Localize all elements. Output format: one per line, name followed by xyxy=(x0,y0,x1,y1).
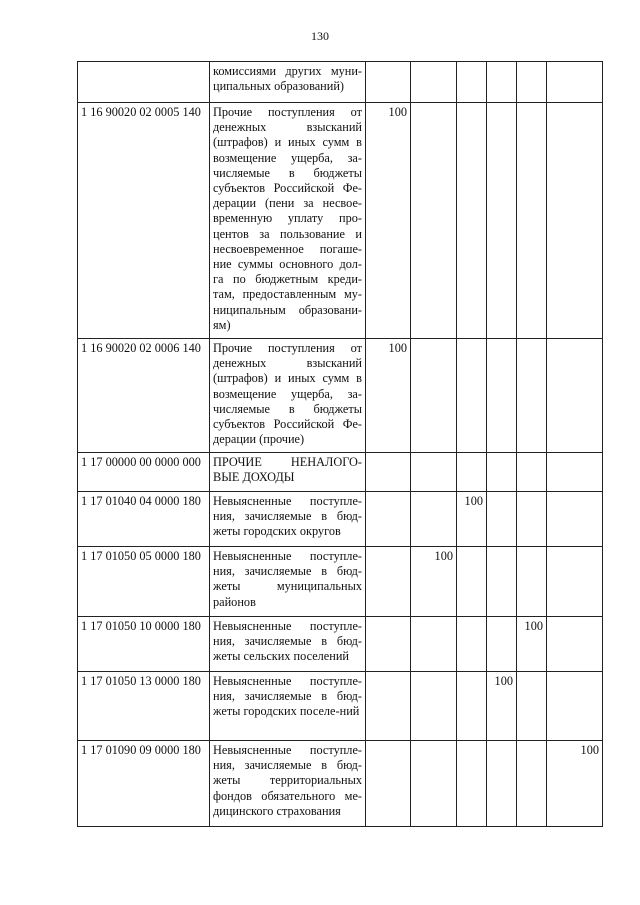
share-value xyxy=(547,672,603,741)
share-value xyxy=(547,103,603,339)
share-value xyxy=(411,339,457,453)
revenue-code: 1 17 00000 00 0000 000 xyxy=(78,453,210,492)
share-value xyxy=(547,492,603,547)
share-value xyxy=(517,547,547,617)
share-value xyxy=(457,103,487,339)
share-value xyxy=(457,62,487,103)
share-value xyxy=(487,617,517,672)
revenue-code: 1 17 01040 04 0000 180 xyxy=(78,492,210,547)
share-value xyxy=(517,453,547,492)
share-value xyxy=(411,453,457,492)
revenue-code: 1 17 01050 05 0000 180 xyxy=(78,547,210,617)
revenue-description: ПРОЧИЕ НЕНАЛОГО-ВЫЕ ДОХОДЫ xyxy=(210,453,366,492)
share-value xyxy=(547,453,603,492)
share-value xyxy=(366,62,411,103)
share-value xyxy=(457,547,487,617)
table-row xyxy=(78,103,603,339)
share-value xyxy=(411,741,457,827)
revenue-code: 1 17 01050 13 0000 180 xyxy=(78,672,210,741)
revenue-code: 1 16 90020 02 0005 140 xyxy=(78,103,210,339)
share-value xyxy=(547,62,603,103)
share-value xyxy=(517,741,547,827)
share-value xyxy=(487,547,517,617)
share-value xyxy=(487,453,517,492)
share-value xyxy=(517,672,547,741)
revenue-description: Невыясненные поступле-ния, зачисляемые в бюд-жеты городских поселе-ний xyxy=(210,672,366,741)
revenue-code xyxy=(78,62,210,103)
table-row xyxy=(78,339,603,453)
share-value: 100 xyxy=(411,547,457,617)
share-value xyxy=(411,103,457,339)
share-value xyxy=(366,453,411,492)
table-row xyxy=(78,492,603,547)
share-value xyxy=(517,492,547,547)
share-value xyxy=(487,339,517,453)
table-row xyxy=(78,741,603,827)
share-value xyxy=(457,672,487,741)
share-value xyxy=(487,741,517,827)
revenue-description: комиссиями других муни-ципальных образований) xyxy=(210,62,366,103)
share-value xyxy=(487,103,517,339)
share-value xyxy=(547,547,603,617)
share-value xyxy=(411,492,457,547)
share-value: 100 xyxy=(517,617,547,672)
revenue-code: 1 17 01090 09 0000 180 xyxy=(78,741,210,827)
revenue-code: 1 17 01050 10 0000 180 xyxy=(78,617,210,672)
share-value xyxy=(411,62,457,103)
table-row xyxy=(78,617,603,672)
revenue-description: Невыясненные поступле-ния, зачисляемые в бюд-жеты территориальных фондов обязательного ме-дицинского страхования xyxy=(210,741,366,827)
budget-revenue-table xyxy=(77,61,603,827)
share-value xyxy=(366,741,411,827)
share-value xyxy=(366,617,411,672)
share-value: 100 xyxy=(366,339,411,453)
revenue-description: Прочие поступления от денежных взысканий (штрафов) и иных сумм в возмещение ущерба, за-числяемые в бюджеты субъектов Российской Фе-дерации (прочие) xyxy=(210,339,366,453)
share-value: 100 xyxy=(366,103,411,339)
share-value: 100 xyxy=(487,672,517,741)
table-row xyxy=(78,62,603,103)
share-value xyxy=(411,672,457,741)
share-value xyxy=(366,672,411,741)
revenue-description: Невыясненные поступле-ния, зачисляемые в бюд-жеты муниципальных районов xyxy=(210,547,366,617)
share-value xyxy=(517,339,547,453)
share-value xyxy=(411,617,457,672)
table-row xyxy=(78,672,603,741)
share-value xyxy=(366,547,411,617)
share-value xyxy=(547,617,603,672)
share-value xyxy=(366,492,411,547)
revenue-description: Прочие поступления от денежных взысканий (штрафов) и иных сумм в возмещение ущерба, за-числяемые в бюджеты субъектов Российской Фе-дерации (пени за несвое-временную уплату про-центов за пользование и несвоевременное погаше-ние суммы основного дол-га по бюджетным креди-там, предоставленным му-ниципальным образовани-ям) xyxy=(210,103,366,339)
share-value xyxy=(457,339,487,453)
table-row xyxy=(78,547,603,617)
share-value xyxy=(457,617,487,672)
share-value xyxy=(487,492,517,547)
page-number: 130 xyxy=(311,29,329,43)
share-value xyxy=(487,62,517,103)
share-value: 100 xyxy=(547,741,603,827)
revenue-code: 1 16 90020 02 0006 140 xyxy=(78,339,210,453)
share-value: 100 xyxy=(457,492,487,547)
share-value xyxy=(517,103,547,339)
share-value xyxy=(457,453,487,492)
share-value xyxy=(517,62,547,103)
revenue-description: Невыясненные поступле-ния, зачисляемые в бюд-жеты сельских поселений xyxy=(210,617,366,672)
share-value xyxy=(457,741,487,827)
table-row xyxy=(78,453,603,492)
revenue-description: Невыясненные поступле-ния, зачисляемые в бюд-жеты городских округов xyxy=(210,492,366,547)
share-value xyxy=(547,339,603,453)
